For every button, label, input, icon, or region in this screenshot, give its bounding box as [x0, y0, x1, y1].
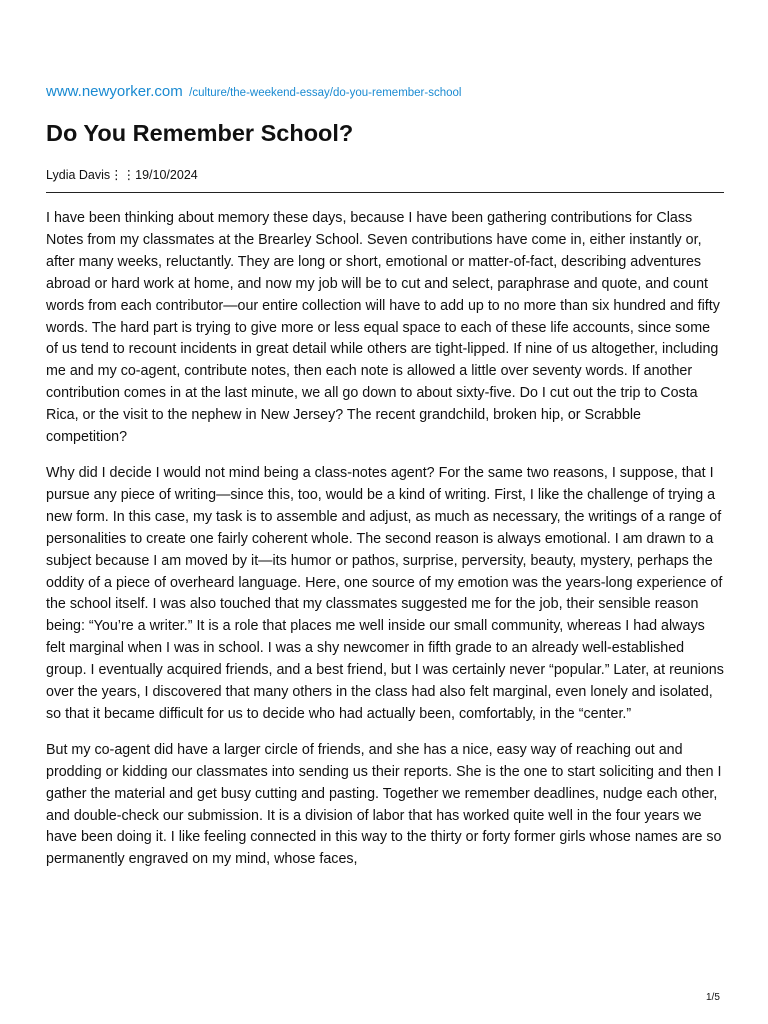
article-title: Do You Remember School? — [46, 120, 354, 146]
author-name: Lydia Davis — [46, 168, 111, 182]
article-body — [46, 208, 724, 885]
header-divider — [46, 192, 724, 193]
byline — [46, 167, 198, 182]
url-domain-link[interactable]: www.newyorker.com — [46, 83, 183, 100]
source-url[interactable] — [46, 83, 461, 101]
url-path-link[interactable]: /culture/the-weekend-essay/do-you-remember-school — [189, 87, 462, 99]
document-page — [46, 0, 724, 1024]
paragraph-2: Why did I decide I would not mind being a class-notes agent? For the same two reasons, I suppose, that I pursue any piece of writing—since this, too, would be a kind of writing. First, I like the challenge of trying a new form. In this case, my task is to assemble and adjust, as much as necessary, the writings of a range of personalities to create one fairly coherent whole. The second reason is always emotional. I am drawn to a subject because I am moved by it—its humor or pathos, surprise, perversity, beauty, mystery, perhaps the oddity of a piece of overheard language. Here, one source of my emotion was the years-long experience of the school itself. I was also touched that my classmates suggested me for the job, their sensible reason being: “You’re a writer.” It is a role that places me well inside our small community, whereas I had always felt marginal when I was in school. I was a shy newcomer in fifth grade to an already well-established group. I eventually acquired friends, and a best friend, but I was certainly never “popular.” Later, at reunions over the years, I discovered that many others in the class had also felt marginal, even lonely and isolated, so that it became difficult for us to decide who had actually been, comfortably, in the “center.” — [46, 464, 724, 722]
publish-date: 19/10/2024 — [135, 168, 198, 182]
byline-separator: ⋮⋮ — [110, 168, 136, 182]
page-number: 1/5 — [706, 992, 720, 1003]
paragraph-3: But my co-agent did have a larger circle of friends, and she has a nice, easy way of reaching out and prodding or kidding our classmates into sending us their reports. She is the one to start soliciting and then I gather the material and get busy cutting and pasting. Together we remember deadlines, nudge each other, and double-check our submission. It is a division of labor that has worked quite well in the four years we have been doing it. I like feeling connected in this way to the thirty or forty former girls whose names are so permanently engraved on my mind, whose faces, — [46, 741, 722, 868]
paragraph-1: I have been thinking about memory these days, because I have been gathering contributions for Class Notes from my classmates at the Brearley School. Seven contributions have come in, either instantly or, after many weeks, reluctantly. They are long or short, emotional or matter-of-fact, describing adventures abroad or hard work at home, and now my job will be to cut and select, paraphrase and quote, and count words from each contributor—our entire collection will have to add up to no more than six hundred and fifty words. The hard part is trying to give more or less equal space to each of these life accounts, since some of us tend to recount incidents in great detail while others are tight-lipped. If nine of us altogether, including me and my co-agent, contribute notes, then each note is allowed a little over seventy words. If another contribution comes in at the last minute, we all go down to about sixty-five. Do I cut out the trip to Costa Rica, or the visit to the nephew in New Jersey? The recent grandchild, broken hip, or Scrabble competition? — [46, 210, 720, 446]
